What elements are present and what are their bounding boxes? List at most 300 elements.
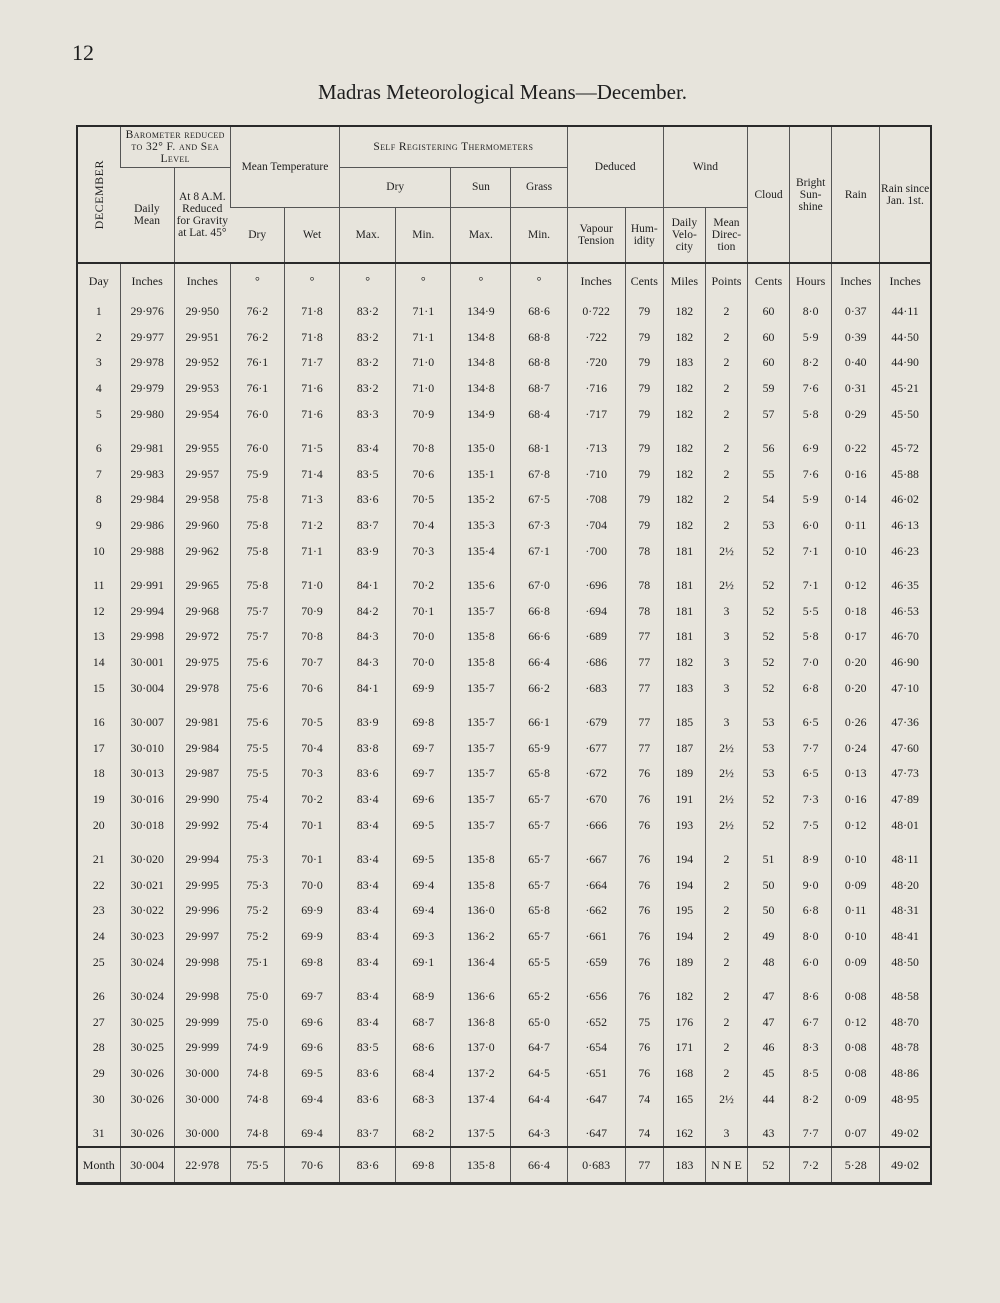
table-cell: 46·13 bbox=[880, 512, 930, 538]
table-cell: 75·4 bbox=[230, 812, 284, 838]
table-cell: 70·1 bbox=[284, 846, 339, 872]
table-cell: 47·10 bbox=[880, 675, 930, 701]
table-cell: 29·977 bbox=[120, 324, 174, 350]
table-cell: ° bbox=[451, 263, 511, 298]
table-cell: 69·4 bbox=[396, 898, 451, 924]
table-cell: 48·20 bbox=[880, 872, 930, 898]
table-cell: 77 bbox=[625, 709, 663, 735]
table-cell: 69·7 bbox=[396, 761, 451, 787]
table-cell: 8·0 bbox=[790, 298, 832, 324]
table-cell: 65·5 bbox=[511, 949, 567, 975]
table-cell: 75·0 bbox=[230, 1009, 284, 1035]
table-cell: 10 bbox=[92, 544, 105, 559]
table-cell: 53 bbox=[748, 709, 790, 735]
table-cell: 70·0 bbox=[284, 872, 339, 898]
table-cell: 65·7 bbox=[511, 812, 567, 838]
self-registering-header: Self Registering Thermometers bbox=[340, 127, 568, 167]
table-cell: 70·6 bbox=[396, 461, 451, 487]
vapour-tension-header: Vapour Tension bbox=[567, 207, 625, 263]
table-cell: 75·6 bbox=[230, 675, 284, 701]
table-cell: Day bbox=[78, 263, 120, 298]
table-cell: 136·4 bbox=[451, 949, 511, 975]
sun-header: Sun bbox=[451, 167, 511, 207]
table-cell: 29·992 bbox=[174, 812, 230, 838]
table-cell: 29·950 bbox=[174, 298, 230, 324]
table-cell: 65·7 bbox=[511, 786, 567, 812]
table-cell: Inches bbox=[567, 263, 625, 298]
table-cell: 12 bbox=[92, 603, 105, 618]
table-cell: 50 bbox=[748, 898, 790, 924]
table-cell: 29·984 bbox=[174, 735, 230, 761]
table-cell: 0·09 bbox=[832, 872, 880, 898]
table-cell: 71·8 bbox=[284, 324, 339, 350]
mean-direction-header: Mean Direc- tion bbox=[705, 207, 747, 263]
table-cell: 83·8 bbox=[340, 735, 396, 761]
table-cell: 0·08 bbox=[832, 1060, 880, 1086]
table-cell: 70·2 bbox=[396, 572, 451, 598]
table-cell: 29·978 bbox=[120, 350, 174, 376]
table-cell: 83·2 bbox=[340, 350, 396, 376]
table-cell: 71·1 bbox=[396, 324, 451, 350]
table-cell: 29·984 bbox=[120, 487, 174, 513]
table-cell: 74·8 bbox=[230, 1120, 284, 1147]
table-cell: 5·8 bbox=[790, 624, 832, 650]
table-cell: ° bbox=[396, 263, 451, 298]
table-cell: 182 bbox=[663, 512, 705, 538]
table-cell: 7·1 bbox=[790, 538, 832, 564]
table-cell: 75·0 bbox=[230, 983, 284, 1009]
table-cell: 66·4 bbox=[511, 1147, 567, 1182]
table-cell: 135·8 bbox=[451, 872, 511, 898]
table-row bbox=[78, 675, 930, 701]
table-cell: ·670 bbox=[567, 786, 625, 812]
mean-temperature-header: Mean Temperature bbox=[230, 127, 339, 207]
table-cell: ·664 bbox=[567, 872, 625, 898]
table-cell: 171 bbox=[663, 1035, 705, 1061]
table-cell: 70·4 bbox=[284, 735, 339, 761]
table-cell: 181 bbox=[663, 598, 705, 624]
table-cell: 6·5 bbox=[790, 709, 832, 735]
table-cell: 28 bbox=[92, 1040, 105, 1055]
table-cell: ° bbox=[340, 263, 396, 298]
table-cell: 83·5 bbox=[340, 461, 396, 487]
table-header bbox=[78, 127, 930, 263]
table-cell: 29·979 bbox=[120, 375, 174, 401]
table-cell: 75·4 bbox=[230, 786, 284, 812]
table-cell: 0·29 bbox=[832, 401, 880, 427]
table-cell: 17 bbox=[92, 740, 105, 755]
table-cell: 134·9 bbox=[451, 298, 511, 324]
table-cell: Miles bbox=[663, 263, 705, 298]
table-cell: 69·7 bbox=[284, 983, 339, 1009]
meteorological-table bbox=[76, 125, 932, 1185]
table-cell: 74·8 bbox=[230, 1086, 284, 1112]
table-cell: 65·8 bbox=[511, 898, 567, 924]
table-cell: 2½ bbox=[705, 786, 747, 812]
table-cell: 83·7 bbox=[340, 512, 396, 538]
table-cell: 78 bbox=[625, 538, 663, 564]
table-cell: 0·10 bbox=[832, 538, 880, 564]
table-cell: ·683 bbox=[567, 675, 625, 701]
table-cell: 69·6 bbox=[284, 1035, 339, 1061]
table-cell: 48·50 bbox=[880, 949, 930, 975]
table-cell: 44·90 bbox=[880, 350, 930, 376]
page-title: Madras Meteorological Means—December. bbox=[317, 80, 688, 104]
table-cell: 48·86 bbox=[880, 1060, 930, 1086]
table-cell: 29·991 bbox=[120, 572, 174, 598]
table-cell: 70·0 bbox=[396, 624, 451, 650]
table-cell: 6·0 bbox=[790, 949, 832, 975]
table-cell: 48·58 bbox=[880, 983, 930, 1009]
table-cell: 29·994 bbox=[120, 598, 174, 624]
table-cell: 70·0 bbox=[396, 649, 451, 675]
table-cell: 30·022 bbox=[120, 898, 174, 924]
table-cell: ·722 bbox=[567, 324, 625, 350]
table-cell: ·679 bbox=[567, 709, 625, 735]
table-cell: 75·7 bbox=[230, 624, 284, 650]
table-cell: 24 bbox=[92, 929, 105, 944]
table-cell: 68·6 bbox=[396, 1035, 451, 1061]
table-cell: 7·0 bbox=[790, 649, 832, 675]
table-cell: ·700 bbox=[567, 538, 625, 564]
table-cell: 4 bbox=[95, 381, 102, 396]
table-cell: ·694 bbox=[567, 598, 625, 624]
table-cell: 29·960 bbox=[174, 512, 230, 538]
table-cell: 0·20 bbox=[832, 675, 880, 701]
table-cell: 48·31 bbox=[880, 898, 930, 924]
table-cell: 76·0 bbox=[230, 435, 284, 461]
table-cell: 0·39 bbox=[832, 324, 880, 350]
table-row bbox=[78, 324, 930, 350]
table-cell: 52 bbox=[748, 538, 790, 564]
table-cell: 66·2 bbox=[511, 675, 567, 701]
table-cell: 7 bbox=[95, 466, 102, 481]
daily-velocity-header: Daily Velo- city bbox=[663, 207, 705, 263]
table-cell: 69·8 bbox=[284, 949, 339, 975]
table-cell: 0·722 bbox=[567, 298, 625, 324]
table-cell: 69·5 bbox=[284, 1060, 339, 1086]
table-cell: 45·88 bbox=[880, 461, 930, 487]
table-cell: 135·7 bbox=[451, 735, 511, 761]
table-cell: 69·4 bbox=[284, 1086, 339, 1112]
table-cell: 134·8 bbox=[451, 350, 511, 376]
table-cell: 69·3 bbox=[396, 923, 451, 949]
table-cell: 168 bbox=[663, 1060, 705, 1086]
table-cell: 0·09 bbox=[832, 949, 880, 975]
table-cell: 79 bbox=[625, 324, 663, 350]
table-cell: 136·2 bbox=[451, 923, 511, 949]
table-cell: 0·17 bbox=[832, 624, 880, 650]
table-cell: 74·8 bbox=[230, 1060, 284, 1086]
table-cell: 69·8 bbox=[396, 709, 451, 735]
table-row bbox=[78, 898, 930, 924]
table-cell: 52 bbox=[748, 786, 790, 812]
table-cell: 182 bbox=[663, 649, 705, 675]
table-cell: 185 bbox=[663, 709, 705, 735]
table-cell: 8·6 bbox=[790, 983, 832, 1009]
table-cell: 52 bbox=[748, 649, 790, 675]
table-row bbox=[78, 401, 930, 427]
table-cell: 83·4 bbox=[340, 983, 396, 1009]
table-cell: 75·5 bbox=[230, 1147, 284, 1182]
table-cell: 76 bbox=[625, 1060, 663, 1086]
table-cell: 135·7 bbox=[451, 709, 511, 735]
table-cell: 30·016 bbox=[120, 786, 174, 812]
table-cell: 7·6 bbox=[790, 375, 832, 401]
table-cell: Inches bbox=[880, 263, 930, 298]
table-cell: 0·20 bbox=[832, 649, 880, 675]
daily-mean-header: Daily Mean bbox=[120, 167, 174, 263]
spacer-row bbox=[78, 701, 930, 709]
table-cell: 2 bbox=[705, 324, 747, 350]
table-cell: 49·02 bbox=[880, 1120, 930, 1147]
table-cell: Month bbox=[78, 1147, 120, 1182]
table-cell: 69·8 bbox=[396, 1147, 451, 1182]
sr-dry-header: Dry bbox=[340, 167, 451, 207]
table-cell: 60 bbox=[748, 298, 790, 324]
table-cell: 66·1 bbox=[511, 709, 567, 735]
table-cell: 75·2 bbox=[230, 923, 284, 949]
table-cell: 2½ bbox=[705, 761, 747, 787]
spacer-row bbox=[78, 975, 930, 983]
table-cell: ·720 bbox=[567, 350, 625, 376]
table-cell: 53 bbox=[748, 761, 790, 787]
table-cell: 84·1 bbox=[340, 572, 396, 598]
table-cell: 2½ bbox=[705, 735, 747, 761]
table-cell: 75·3 bbox=[230, 846, 284, 872]
table-cell: 83·9 bbox=[340, 538, 396, 564]
table-cell: 52 bbox=[748, 1147, 790, 1182]
table-cell: 2 bbox=[705, 487, 747, 513]
table-cell: 2 bbox=[705, 435, 747, 461]
table-cell: ·689 bbox=[567, 624, 625, 650]
table-cell: 2 bbox=[705, 512, 747, 538]
table-cell: 29·997 bbox=[174, 923, 230, 949]
table-cell: 70·1 bbox=[396, 598, 451, 624]
table-cell: 162 bbox=[663, 1120, 705, 1147]
table-cell: 77 bbox=[625, 649, 663, 675]
table-cell: 30·026 bbox=[120, 1120, 174, 1147]
units-row bbox=[78, 263, 930, 298]
table-cell: 3 bbox=[705, 624, 747, 650]
table-cell: 75·3 bbox=[230, 872, 284, 898]
table-cell: 2 bbox=[95, 329, 102, 344]
table-row bbox=[78, 624, 930, 650]
table-cell: 71·0 bbox=[396, 350, 451, 376]
table-cell: ·717 bbox=[567, 401, 625, 427]
table-cell: 7·7 bbox=[790, 1120, 832, 1147]
table-cell: 79 bbox=[625, 375, 663, 401]
table-cell: 136·0 bbox=[451, 898, 511, 924]
table-cell: 67·3 bbox=[511, 512, 567, 538]
table-cell: 75·1 bbox=[230, 949, 284, 975]
table-cell: 18 bbox=[92, 766, 105, 781]
table-cell: 0·16 bbox=[832, 461, 880, 487]
table-row bbox=[78, 598, 930, 624]
table-cell: 19 bbox=[92, 792, 105, 807]
table-cell: 79 bbox=[625, 512, 663, 538]
table-cell: 76 bbox=[625, 846, 663, 872]
table-cell: ·666 bbox=[567, 812, 625, 838]
table-cell: 29·951 bbox=[174, 324, 230, 350]
table-cell: 76·0 bbox=[230, 401, 284, 427]
table-cell: 20 bbox=[92, 818, 105, 833]
table-cell: 2 bbox=[705, 983, 747, 1009]
table-cell: 22·978 bbox=[174, 1147, 230, 1182]
table-cell: 50 bbox=[748, 872, 790, 898]
table-cell: 59 bbox=[748, 375, 790, 401]
table-cell: 75·8 bbox=[230, 512, 284, 538]
table-cell: 194 bbox=[663, 872, 705, 898]
table-cell: 52 bbox=[748, 812, 790, 838]
table-cell: 6·0 bbox=[790, 512, 832, 538]
table-cell: 9·0 bbox=[790, 872, 832, 898]
table-cell: 70·7 bbox=[284, 649, 339, 675]
table-cell: 76 bbox=[625, 872, 663, 898]
table-cell: 83·2 bbox=[340, 375, 396, 401]
table-cell: 189 bbox=[663, 761, 705, 787]
table-cell: 3 bbox=[705, 1120, 747, 1147]
cloud-header: Cloud bbox=[748, 127, 790, 263]
table-cell: 79 bbox=[625, 461, 663, 487]
table-cell: 8·3 bbox=[790, 1035, 832, 1061]
table-cell: 134·8 bbox=[451, 324, 511, 350]
table-cell: 44·11 bbox=[880, 298, 930, 324]
table-row bbox=[78, 1009, 930, 1035]
table-cell: 30·004 bbox=[120, 675, 174, 701]
table-cell: 193 bbox=[663, 812, 705, 838]
table-row bbox=[78, 298, 930, 324]
table-cell: ·654 bbox=[567, 1035, 625, 1061]
table-cell: 31 bbox=[92, 1125, 105, 1140]
table-cell: 45·50 bbox=[880, 401, 930, 427]
table-cell: 135·4 bbox=[451, 538, 511, 564]
table-cell: Hours bbox=[790, 263, 832, 298]
table-cell: 68·8 bbox=[511, 324, 567, 350]
table-cell: 29·983 bbox=[120, 461, 174, 487]
table-cell: 191 bbox=[663, 786, 705, 812]
table-cell: 26 bbox=[92, 988, 105, 1003]
table-cell: 76 bbox=[625, 923, 663, 949]
table-cell: 30·026 bbox=[120, 1086, 174, 1112]
table-cell: 83·4 bbox=[340, 872, 396, 898]
table-cell: 29·981 bbox=[174, 709, 230, 735]
table-cell: 8·2 bbox=[790, 1086, 832, 1112]
table-cell: 194 bbox=[663, 923, 705, 949]
table-cell: 75·8 bbox=[230, 487, 284, 513]
spacer-row bbox=[78, 564, 930, 572]
table-cell: 3 bbox=[705, 709, 747, 735]
table-cell: 71·4 bbox=[284, 461, 339, 487]
table-row bbox=[78, 812, 930, 838]
table-cell: 77 bbox=[625, 675, 663, 701]
rain-since-header: Rain since Jan. 1st. bbox=[880, 127, 930, 263]
table-cell: 71·2 bbox=[284, 512, 339, 538]
table-cell: 135·7 bbox=[451, 675, 511, 701]
table-cell: 181 bbox=[663, 572, 705, 598]
barometer-header: Barometer reduced to 32° F. and Sea Level bbox=[120, 127, 230, 167]
table-cell: 30·018 bbox=[120, 812, 174, 838]
table-cell: 51 bbox=[748, 846, 790, 872]
table-cell: 66·6 bbox=[511, 624, 567, 650]
table-cell: 6·8 bbox=[790, 898, 832, 924]
temp-wet-header: Wet bbox=[284, 207, 339, 263]
table-cell: 11 bbox=[93, 577, 105, 592]
table-cell: 71·1 bbox=[284, 538, 339, 564]
table-cell: 7·6 bbox=[790, 461, 832, 487]
table-cell: 135·0 bbox=[451, 435, 511, 461]
table-cell: 1 bbox=[95, 303, 102, 318]
table-cell: 69·5 bbox=[396, 846, 451, 872]
table-cell: 16 bbox=[92, 714, 105, 729]
table-cell: 71·7 bbox=[284, 350, 339, 376]
table-cell: 68·4 bbox=[396, 1060, 451, 1086]
table-cell: 76·2 bbox=[230, 298, 284, 324]
table-row bbox=[78, 1086, 930, 1112]
table-cell: ° bbox=[230, 263, 284, 298]
table-cell: 3 bbox=[705, 649, 747, 675]
table-cell: 0·12 bbox=[832, 572, 880, 598]
table-cell: 29·999 bbox=[174, 1035, 230, 1061]
table-cell: 0·07 bbox=[832, 1120, 880, 1147]
table-cell: 70·3 bbox=[396, 538, 451, 564]
table-cell: 69·6 bbox=[284, 1009, 339, 1035]
table-cell: 135·2 bbox=[451, 487, 511, 513]
table-cell: 135·1 bbox=[451, 461, 511, 487]
table-cell: 69·4 bbox=[284, 1120, 339, 1147]
deduced-header: Deduced bbox=[567, 127, 663, 207]
table-cell: 29·968 bbox=[174, 598, 230, 624]
table-cell: 65·9 bbox=[511, 735, 567, 761]
table-cell: 76 bbox=[625, 949, 663, 975]
table-cell: 7·2 bbox=[790, 1147, 832, 1182]
table-cell: 68·4 bbox=[511, 401, 567, 427]
table-cell: 29·975 bbox=[174, 649, 230, 675]
table-cell: 29·986 bbox=[120, 512, 174, 538]
table-cell: 183 bbox=[663, 1147, 705, 1182]
table-cell: 187 bbox=[663, 735, 705, 761]
table-cell: 8 bbox=[95, 492, 102, 507]
table-cell: 69·1 bbox=[396, 949, 451, 975]
spacer-row bbox=[78, 427, 930, 435]
table-cell: 2 bbox=[705, 872, 747, 898]
table-cell: 13 bbox=[92, 629, 105, 644]
table-cell: 29·972 bbox=[174, 624, 230, 650]
table-cell: 84·1 bbox=[340, 675, 396, 701]
table-cell: 25 bbox=[92, 955, 105, 970]
table-cell: 5 bbox=[95, 407, 102, 422]
table-cell: ·672 bbox=[567, 761, 625, 787]
table-cell: 69·9 bbox=[284, 898, 339, 924]
spacer-row bbox=[78, 838, 930, 846]
at-8am-header: At 8 A.M. Reduced for Gravity at Lat. 45° bbox=[174, 167, 230, 263]
table-cell: 48·70 bbox=[880, 1009, 930, 1035]
table-cell: ° bbox=[284, 263, 339, 298]
table-cell: 52 bbox=[748, 598, 790, 624]
table-cell: 0·13 bbox=[832, 761, 880, 787]
table-cell: 0·26 bbox=[832, 709, 880, 735]
table-cell: 46·35 bbox=[880, 572, 930, 598]
table-cell: 0·18 bbox=[832, 598, 880, 624]
table-cell: 83·5 bbox=[340, 1035, 396, 1061]
table-cell: 67·5 bbox=[511, 487, 567, 513]
table-cell: 83·4 bbox=[340, 786, 396, 812]
table-cell: 0·10 bbox=[832, 846, 880, 872]
wind-header: Wind bbox=[663, 127, 747, 207]
table-cell: 83·4 bbox=[340, 898, 396, 924]
table-cell: 0·10 bbox=[832, 923, 880, 949]
table-cell: 75·5 bbox=[230, 735, 284, 761]
